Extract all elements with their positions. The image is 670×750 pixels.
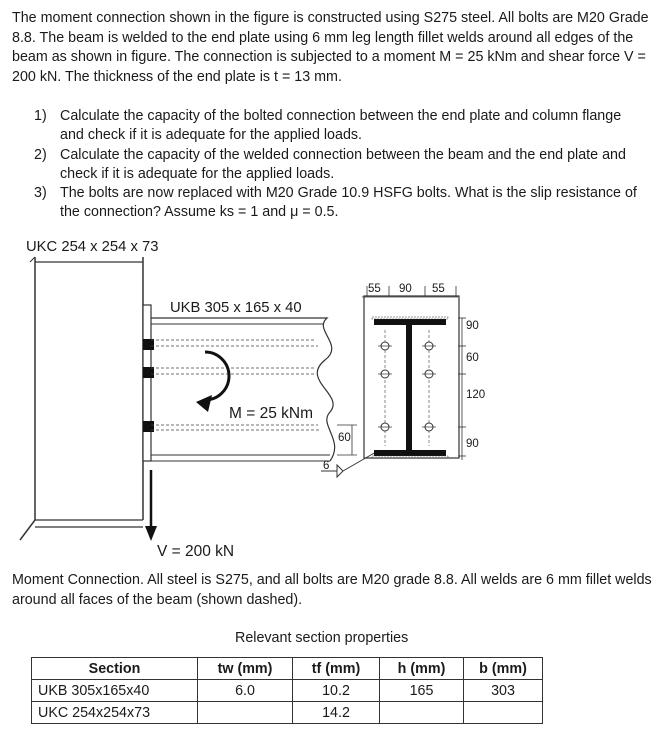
end-plate-side bbox=[143, 305, 151, 461]
weld-size-label: 6 bbox=[323, 460, 330, 472]
table-cell bbox=[198, 702, 293, 724]
table-cell: 14.2 bbox=[293, 702, 380, 724]
plate-dim-side: 120 bbox=[466, 389, 486, 401]
table-cell: 6.0 bbox=[198, 680, 293, 702]
table-title: Relevant section properties bbox=[235, 630, 409, 646]
table-header-row bbox=[32, 658, 543, 680]
header-tw: tw (mm) bbox=[198, 658, 293, 680]
question-number: 1) bbox=[34, 108, 47, 124]
table-row bbox=[32, 702, 543, 724]
question-text: Calculate the capacity of the welded connection between the beam and the end plate and check if it is adequate for the applied loads. bbox=[60, 146, 626, 182]
header-b: b (mm) bbox=[464, 658, 543, 680]
header-section: Section bbox=[32, 658, 198, 680]
dimension-60-label: 60 bbox=[338, 432, 351, 444]
table-cell bbox=[380, 702, 464, 724]
plate-dim-top: 55 bbox=[432, 283, 445, 295]
table-row bbox=[32, 680, 543, 702]
beam-drawing bbox=[151, 318, 335, 461]
plate-dim-top: 90 bbox=[399, 283, 412, 295]
plate-dim-side: 90 bbox=[466, 320, 479, 332]
beam-label: UKB 305 x 165 x 40 bbox=[170, 300, 302, 316]
moment-label: M = 25 kNm bbox=[229, 405, 313, 422]
table-cell: 165 bbox=[380, 680, 464, 702]
question-text: The bolts are now replaced with M20 Grade 10.9 HSFG bolts. What is the slip resistance of the connection? Assume ks = 1 and μ = 0.5. bbox=[60, 185, 637, 221]
question-text: Calculate the capacity of the bolted connection between the end plate and column flange and check if it is adequate for the applied loads. bbox=[60, 108, 622, 144]
shear-label: V = 200 kN bbox=[157, 543, 235, 560]
question-number: 3) bbox=[34, 185, 47, 202]
column-drawing bbox=[20, 257, 143, 540]
table-cell: UKB 305x165x40 bbox=[32, 680, 198, 702]
header-h: h (mm) bbox=[380, 658, 464, 680]
end-plate-front bbox=[362, 286, 466, 460]
header-tf: tf (mm) bbox=[293, 658, 380, 680]
shear-arrow bbox=[145, 470, 157, 541]
plate-dim-side: 60 bbox=[466, 352, 479, 364]
column-label: UKC 254 x 254 x 73 bbox=[26, 239, 159, 255]
problem-statement: The moment connection shown in the figure is constructed using S275 steel. All bolts are M20 Grade 8.8. The beam is welded to the end plate using 6 mm leg length fillet welds around all edges of the beam as shown in figure. The connection is subjected to a moment M = 25 kNm and shear force V = 200 kN. The thickness of the end plate is t = 13 mm. bbox=[12, 10, 649, 85]
plate-dim-side: 90 bbox=[466, 438, 479, 450]
table-cell: UKC 254x254x73 bbox=[32, 702, 198, 724]
moment-arrow bbox=[196, 352, 229, 412]
figure-caption: Moment Connection. All steel is S275, and all bolts are M20 grade 8.8. All welds are 6 mm fillet welds around all faces of the beam (shown dashed). bbox=[12, 572, 652, 608]
section-properties-table bbox=[31, 657, 543, 724]
question-number: 2) bbox=[34, 146, 47, 163]
plate-dim-top: 55 bbox=[368, 283, 381, 295]
table-cell: 10.2 bbox=[293, 680, 380, 702]
table-cell: 303 bbox=[464, 680, 543, 702]
table-cell bbox=[464, 702, 543, 724]
